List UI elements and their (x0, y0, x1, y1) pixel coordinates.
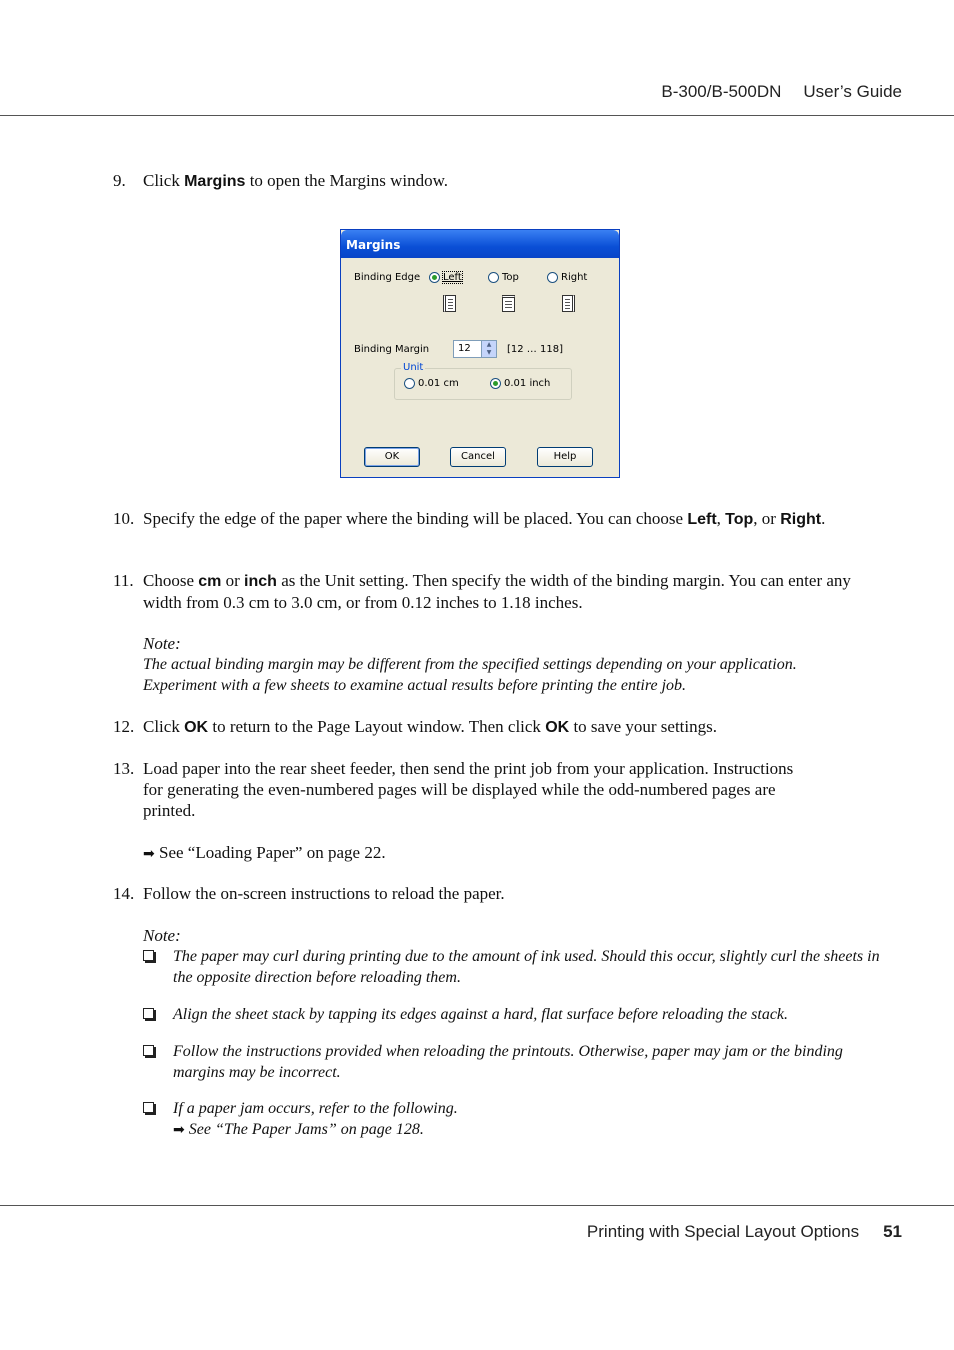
step-bold: inch (244, 573, 277, 590)
ok-button[interactable]: OK (364, 447, 420, 467)
see-link[interactable]: See “Loading Paper” on page 22. (158, 843, 386, 862)
radio-cm[interactable] (404, 378, 415, 389)
radio-left-label[interactable]: Left (443, 272, 462, 283)
list-item (143, 1098, 883, 1141)
list-item (143, 946, 883, 988)
step-text: Click (143, 171, 185, 190)
radio-inch[interactable] (490, 378, 501, 389)
arrow-icon: ➡ (173, 1122, 185, 1138)
footer-rule (0, 1205, 954, 1206)
step-10 (113, 508, 873, 530)
step-text: Load paper into the rear sheet feeder, then send the print job from your application. Instructions for generating the even-numbered pages will be displayed while the odd-numbered pages are printed. (143, 759, 794, 820)
step-text: Follow the on-screen instructions to reload the paper. (143, 884, 505, 903)
radio-left[interactable] (429, 272, 440, 283)
step-number: 13. (113, 759, 135, 778)
step-text: , (716, 509, 726, 528)
see-link[interactable]: See “The Paper Jams” on page 128. (188, 1121, 424, 1138)
note-text: The actual binding margin may be different from the specified settings depending on your application. Experiment with a few sheets to examine actual results before printing the entire job. (143, 656, 797, 694)
step-number: 9. (113, 171, 126, 190)
step-9 (113, 170, 873, 192)
step-11 (113, 570, 873, 613)
guide-name: User’s Guide (803, 82, 902, 101)
step-14 (113, 883, 873, 904)
spin-down-icon[interactable]: ▼ (486, 349, 492, 356)
step-bold: Right (780, 511, 822, 528)
unit-group-label: Unit (403, 362, 424, 373)
list-item-text: Align the sheet stack by tapping its edges against a hard, flat surface before reloading the stack. (173, 1006, 789, 1023)
step-text: to save your settings. (569, 717, 717, 736)
cancel-button[interactable]: Cancel (450, 447, 506, 467)
step-bold: cm (198, 573, 222, 590)
step-bold: Top (725, 511, 754, 528)
note-label: Note: (143, 634, 181, 653)
checkbox-bullet-icon (143, 950, 154, 961)
step-text: Click (143, 717, 185, 736)
checkbox-bullet-icon (143, 1102, 154, 1113)
binding-edge-label: Binding Edge (354, 272, 421, 283)
dialog-title: Margins (341, 230, 619, 258)
step-text: to return to the Page Layout window. Then click (208, 717, 546, 736)
binding-margin-range: [12 … 118] (507, 344, 563, 355)
note-2-label-wrap (113, 925, 873, 946)
spin-buttons[interactable] (481, 341, 496, 357)
step-number: 14. (113, 884, 135, 903)
step-bold: Left (687, 511, 717, 528)
radio-right-label[interactable]: Right (561, 272, 588, 283)
header-rule (0, 115, 954, 116)
step-bold: OK (545, 719, 570, 736)
checkbox-bullet-icon (143, 1008, 154, 1019)
step-text: as the Unit setting. Then specify the width of the binding margin. You can enter any width from 0.3 cm to 3.0 cm, or from 0.12 inches to 1.18 inches. (143, 571, 851, 612)
left-binding-page-icon (443, 295, 456, 312)
step-bold: OK (184, 719, 209, 736)
note-1 (113, 633, 873, 696)
step-text: or (221, 571, 245, 590)
right-binding-page-icon (562, 295, 575, 312)
checkbox-bullet-icon (143, 1045, 154, 1056)
footer-section: Printing with Special Layout Options (586, 1222, 860, 1241)
step-number: 11. (113, 571, 134, 590)
step-number: 10. (113, 509, 135, 528)
step-text: to open the Margins window. (245, 171, 449, 190)
binding-margin-label: Binding Margin (354, 344, 430, 355)
step-12 (113, 716, 873, 738)
step-text: Choose (143, 571, 199, 590)
step-number: 12. (113, 717, 135, 736)
spin-up-icon[interactable]: ▲ (486, 341, 492, 348)
radio-top-label[interactable]: Top (502, 272, 519, 283)
arrow-icon: ➡ (143, 846, 155, 862)
binding-margin-stepper[interactable] (453, 340, 497, 358)
list-item-text: If a paper jam occurs, refer to the following. (173, 1100, 458, 1117)
note-label: Note: (143, 926, 181, 945)
step-text: , or (753, 509, 781, 528)
list-item (143, 1004, 883, 1025)
list-item-text: The paper may curl during printing due to the amount of ink used. Should this occur, slightly curl the sheets in the opposite direction before reloading them. (173, 948, 880, 986)
help-button[interactable]: Help (537, 447, 593, 467)
list-item-text: Follow the instructions provided when reloading the printouts. Otherwise, paper may jam or the binding margins may be incorrect. (173, 1043, 843, 1081)
radio-cm-label[interactable]: 0.01 cm (418, 378, 459, 389)
step-13 (113, 758, 873, 865)
page-number: 51 (883, 1222, 902, 1241)
radio-right[interactable] (547, 272, 558, 283)
step-text: . (821, 509, 826, 528)
step-bold: Margins (184, 173, 246, 190)
radio-inch-label[interactable]: 0.01 inch (504, 378, 551, 389)
product-name: B-300/B-500DN (661, 82, 782, 101)
list-item (143, 1041, 883, 1083)
page-footer (587, 1222, 902, 1242)
page-header (661, 82, 902, 102)
margins-dialog (340, 229, 620, 478)
top-binding-page-icon (502, 295, 515, 312)
radio-top[interactable] (488, 272, 499, 283)
step-text: Specify the edge of the paper where the binding will be placed. You can choose (143, 509, 688, 528)
binding-margin-value[interactable]: 12 (458, 343, 471, 354)
